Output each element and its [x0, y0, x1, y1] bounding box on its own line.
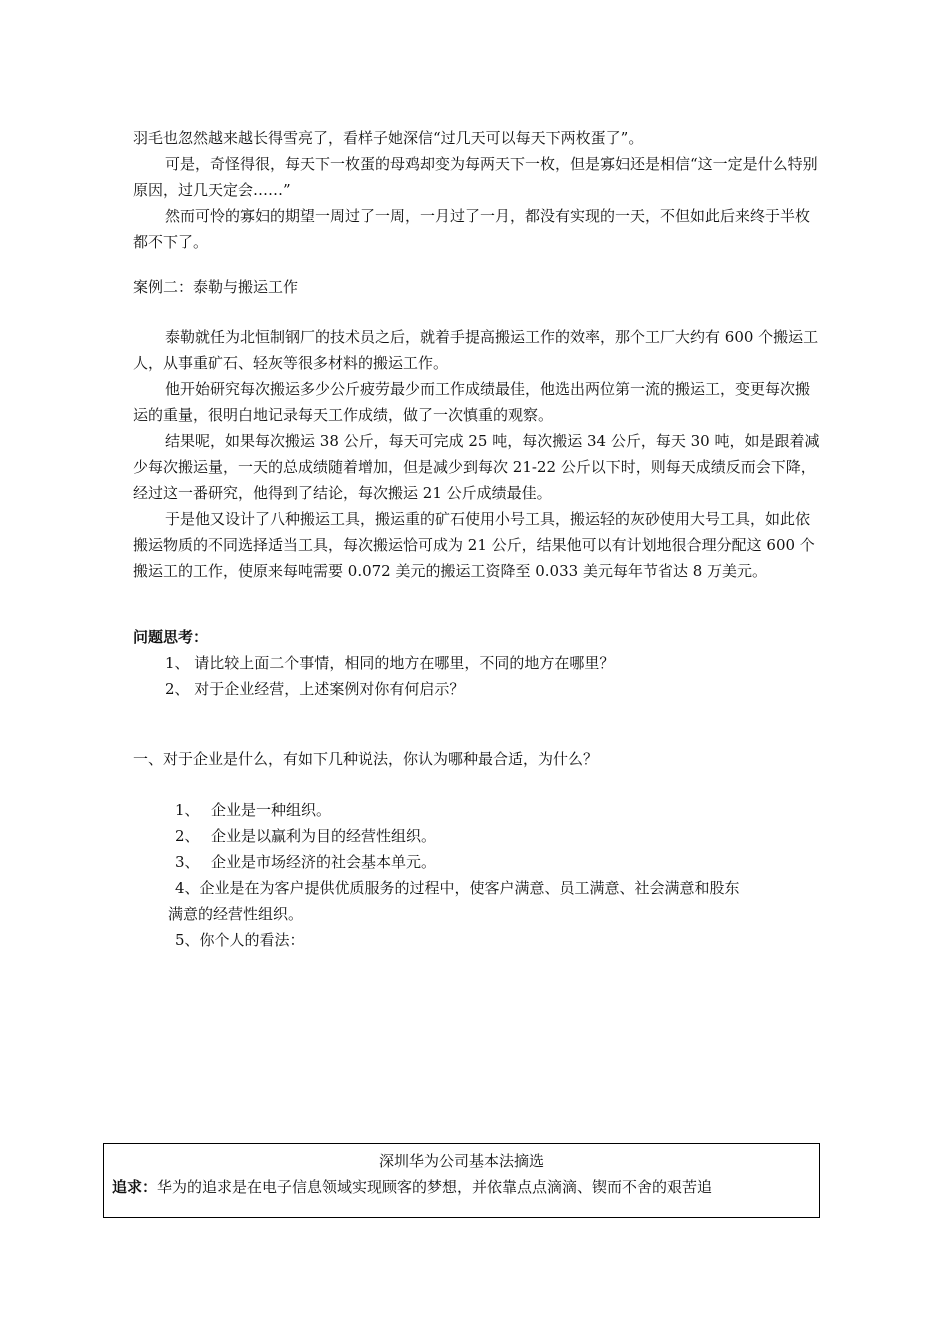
story1-paragraph-2: 可是，奇怪得很，每天下一枚蛋的母鸡却变为每两天下一枚，但是寡妇还是相信“这一定是什么特别原因，过几天定会……”: [133, 155, 818, 199]
case2-paragraph-3: 结果呢，如果每次搬运 38 公斤，每天可完成 25 吨，每次搬运 34 公斤，每天 30 吨，如是跟着减少每次搬运量，一天的总成绩随着增加，但是减少到每次 21-22 公斤以下时，则每天成绩反而会下降，经过这一番研究，他得到了结论，每次搬运 21 公斤成绩最佳。: [133, 432, 820, 502]
case2-paragraph-4: 于是他又设计了八种搬运工具，搬运重的矿石使用小号工具，搬运轻的灰砂使用大号工具，如此依搬运物质的不同选择适当工具，每次搬运恰可成为 21 公斤，结果他可以有计划地很合理分配这 600 个搬运工的工作，使原来每吨需要 0.072 美元的搬运工资降至 0.033 美元每年节省达 8 万美元。: [133, 510, 815, 580]
list-item-text: 企业是一种组织。: [211, 801, 332, 819]
section1-title: 一、对于企业是什么，有如下几种说法，你认为哪种最合适，为什么？: [133, 750, 599, 768]
list-item: [175, 823, 825, 849]
story1-paragraph-3: 然而可怜的寡妇的期望一周过了一周，一月过了一月，都没有实现的一天，不但如此后来终于半枚都不下了。: [133, 207, 811, 251]
list-item-text: 企业是以赢利为目的经营性组织。: [211, 827, 437, 845]
excerpt-title: 深圳华为公司基本法摘选: [378, 1152, 544, 1170]
list-item-text: 企业是市场经济的社会基本单元。: [211, 853, 437, 871]
excerpt-text-line: [104, 1174, 819, 1200]
question-1: 1、 请比较上面二个事情，相同的地方在哪里，不同的地方在哪里？: [165, 654, 615, 672]
list-item-number: 3、: [175, 853, 200, 871]
list-item-number: 2、: [175, 827, 200, 845]
list-item-4-line-2: 满意的经营性组织。: [168, 905, 304, 923]
story1-section: [133, 125, 823, 255]
list-item-5: 5、你个人的看法：: [175, 931, 305, 949]
story1-paragraph-1: 羽毛也忽然越来越长得雪亮了，看样子她深信“过几天可以每天下两枚蛋了”。: [133, 129, 644, 147]
excerpt-text: 华为的追求是在电子信息领域实现顾客的梦想，并依靠点点滴滴、锲而不舍的艰苦追: [157, 1178, 713, 1196]
case2-paragraph-1: 泰勒就任为北恒制钢厂的技术员之后，就着手提高搬运工作的效率，那个工厂大约有 600 个搬运工人，从事重矿石、轻灰等很多材料的搬运工作。: [133, 328, 819, 372]
question-2: 2、 对于企业经营，上述案例对你有何启示？: [165, 680, 465, 698]
case2-title: 案例二：泰勒与搬运工作: [133, 278, 299, 296]
list-item-number: 1、: [175, 801, 200, 819]
questions-title: 问题思考：: [133, 628, 209, 646]
huawei-excerpt-box: [103, 1143, 820, 1218]
case2-paragraph-2: 他开始研究每次搬运多少公斤疲劳最少而工作成绩最佳，他选出两位第一流的搬运工，变更每次搬运的重量，很明白地记录每天工作成绩，做了一次慎重的观察。: [133, 380, 811, 424]
list-item: [175, 849, 825, 875]
list-item-4-line-1: 4、企业是在为客户提供优质服务的过程中，使客户满意、员工满意、社会满意和股东: [175, 879, 740, 897]
case2-section: [133, 324, 823, 584]
excerpt-label: 追求：: [112, 1178, 158, 1196]
list-item: [175, 797, 825, 823]
